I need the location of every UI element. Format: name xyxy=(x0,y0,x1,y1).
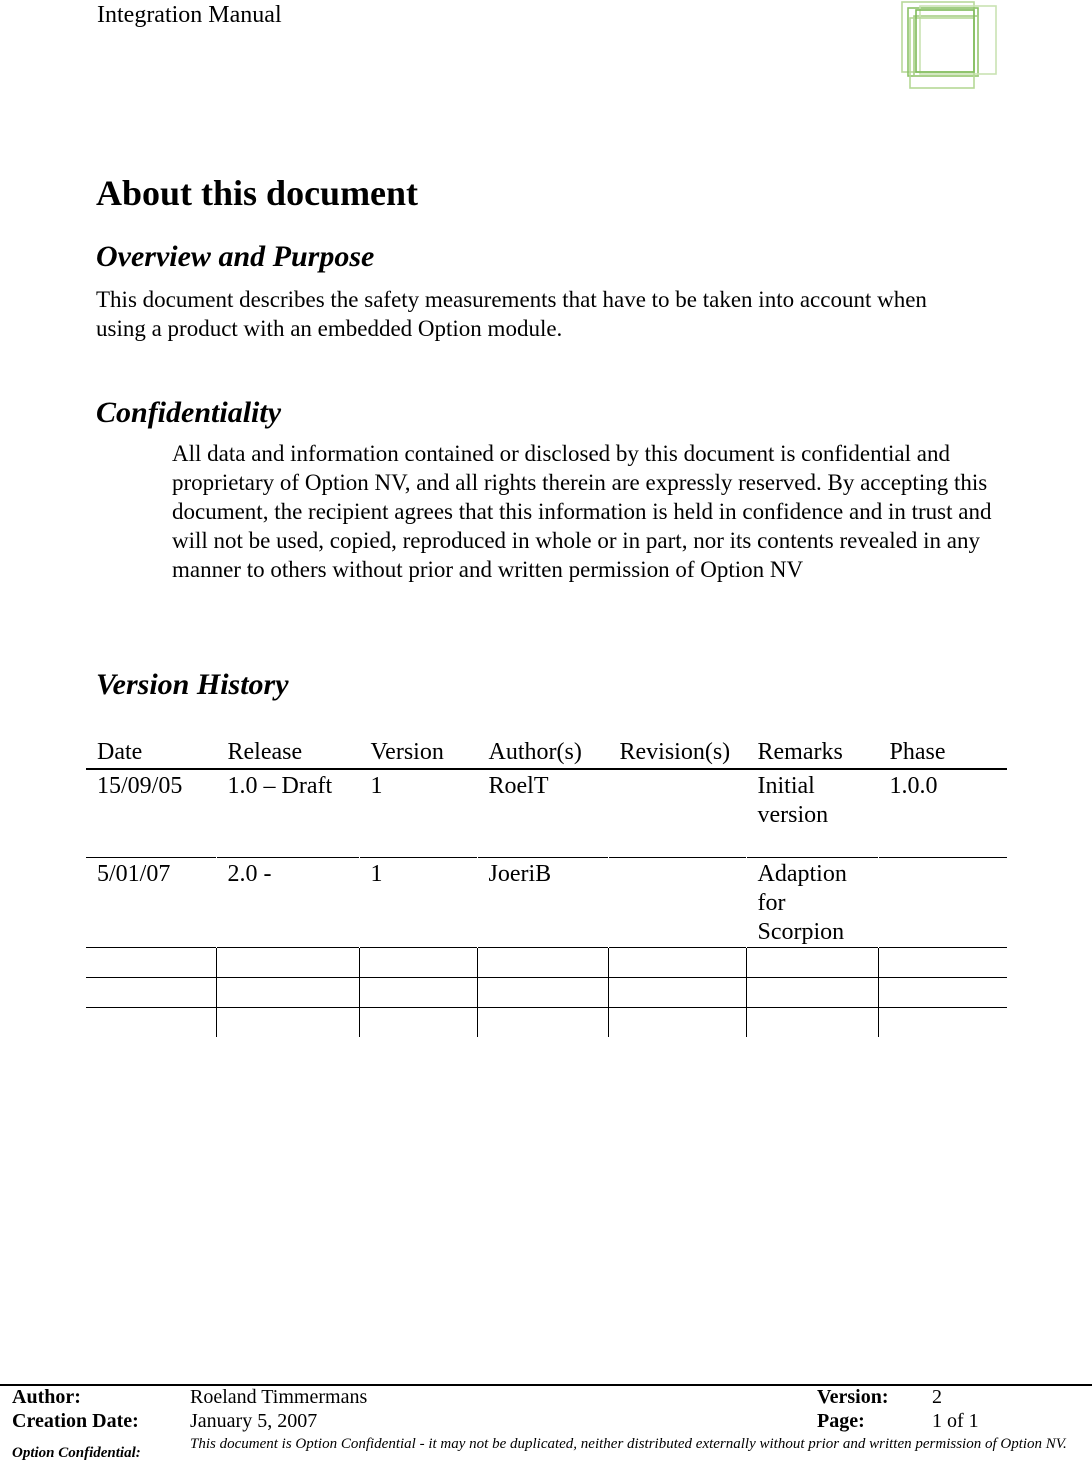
footer-confidential-label: Option Confidential: xyxy=(12,1445,141,1461)
footer-version-label: Version: xyxy=(817,1386,889,1408)
table-cell: RoelT xyxy=(488,773,549,799)
page-title: About this document xyxy=(96,173,419,213)
version-history-heading: Version History xyxy=(96,668,289,701)
footer-author-value: Roeland Timmermans xyxy=(190,1386,368,1408)
version-history-table xyxy=(86,738,1007,1037)
footer-creation-date-value: January 5, 2007 xyxy=(190,1410,318,1432)
table-cell xyxy=(608,857,746,947)
footer-version-value: 2 xyxy=(932,1386,942,1408)
column-header-date: Date xyxy=(97,739,143,765)
column-header-remarks: Remarks xyxy=(757,739,843,765)
column-header-revisions: Revision(s) xyxy=(619,739,731,765)
company-logo-icon xyxy=(898,0,1000,92)
confidentiality-heading: Confidentiality xyxy=(96,396,282,429)
footer-confidential-notice: This document is Option Confidential - it may not be duplicated, neither distributed externally without prior and written permission of Option NV. xyxy=(190,1436,1067,1452)
table-cell: 1 xyxy=(370,773,383,799)
table-cell: 1.0.0 xyxy=(889,773,938,799)
table-row xyxy=(86,857,1007,947)
footer-divider xyxy=(0,1384,1092,1386)
table-row-empty xyxy=(86,947,1007,977)
table-cell: 1.0 – Draft xyxy=(227,773,333,799)
table-cell: 2.0 - xyxy=(227,860,272,887)
header-title: Integration Manual xyxy=(97,2,282,28)
overview-heading: Overview and Purpose xyxy=(96,240,375,273)
table-cell: 15/09/05 xyxy=(97,773,183,799)
column-header-release: Release xyxy=(227,739,303,765)
table-cell: 1 xyxy=(370,860,383,887)
table-cell: Adaption for Scorpion xyxy=(757,860,847,945)
footer-creation-date-label: Creation Date: xyxy=(12,1410,139,1432)
column-header-authors: Author(s) xyxy=(488,739,582,765)
column-header-version: Version xyxy=(370,739,444,765)
table-cell xyxy=(878,857,1007,947)
table-row xyxy=(86,769,1007,857)
column-header-phase: Phase xyxy=(889,739,946,765)
table-header-row xyxy=(86,738,1007,769)
footer-page-value: 1 of 1 xyxy=(932,1410,979,1432)
table-cell: JoeriB xyxy=(488,860,552,887)
table-row-empty xyxy=(86,1007,1007,1037)
table-row-empty xyxy=(86,977,1007,1007)
overview-paragraph: This document describes the safety measurements that have to be taken into account when using a product with an embedded Option module. xyxy=(96,287,927,341)
footer-author-label: Author: xyxy=(12,1386,81,1408)
table-cell xyxy=(608,769,746,857)
footer-page-label: Page: xyxy=(817,1410,865,1432)
table-cell: 5/01/07 xyxy=(97,860,171,887)
table-cell: Initial version xyxy=(757,773,829,828)
confidentiality-paragraph: All data and information contained or disclosed by this document is confidential and proprietary of Option NV, and all rights therein are expressly reserved. By accepting this document, the recipient agrees that this information is held in confidence and in trust and will not be used, copied, reproduced in whole or in part, nor its contents revealed in any manner to others without prior and written permission of Option NV xyxy=(172,441,992,582)
